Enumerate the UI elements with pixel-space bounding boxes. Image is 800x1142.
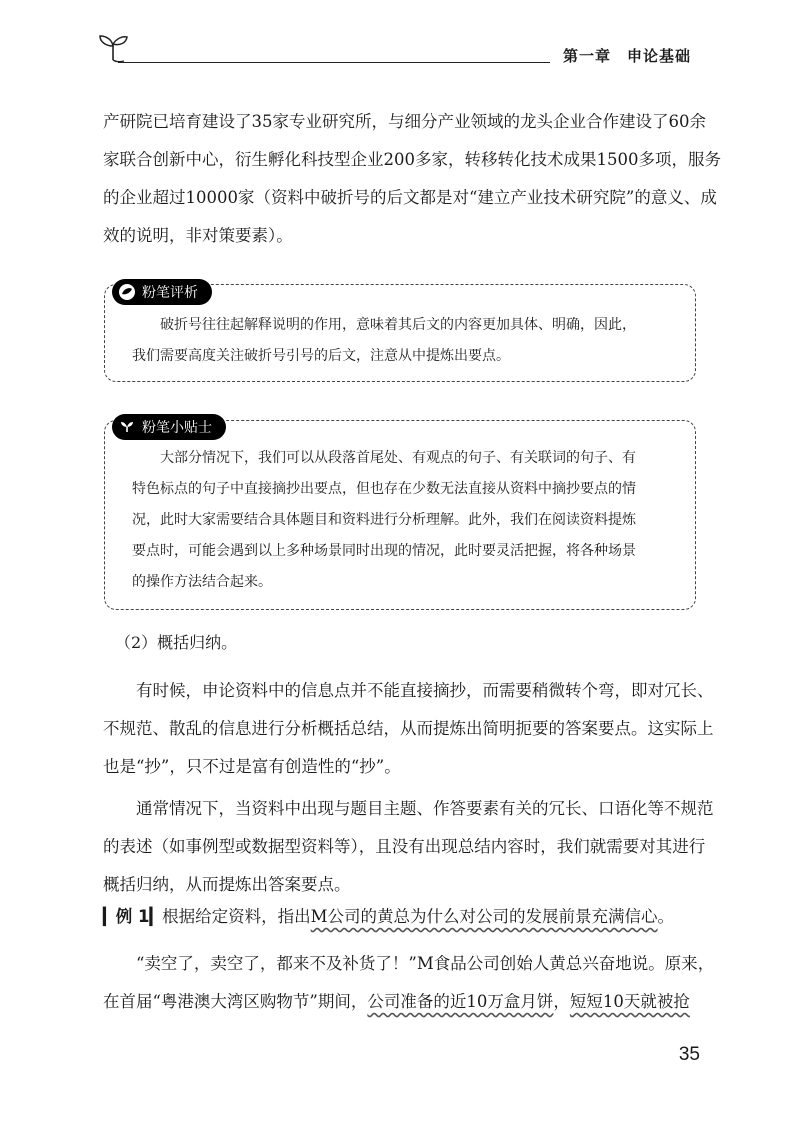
sprout-badge-icon: [118, 418, 136, 436]
analysis-label: [112, 279, 212, 305]
intro-paragraph: [103, 103, 721, 255]
story-prefix: 在首届“粤港澳大湾区购物节”期间，: [103, 992, 368, 1011]
example-underlined: M公司的黄总为什么对公司的发展前景充满信心: [310, 907, 658, 926]
example-question: [103, 903, 674, 927]
example-suffix: 。: [657, 907, 675, 926]
text-line: 也是“抄”，只不过是富有创造性的“抄”。: [103, 757, 401, 776]
example-prefix: 根据给定资料，指出: [162, 907, 311, 926]
body-paragraph-1: [103, 672, 714, 786]
section-label: 申论基础: [627, 47, 692, 65]
story-underlined-2: 短短10天就被抢: [569, 992, 690, 1011]
text-line: [103, 983, 714, 1021]
text-line: 产研院已培育建设了35家专业研究所，与细分产业领域的龙头企业合作建设了60余: [103, 112, 706, 131]
chapter-label: 第一章: [563, 47, 612, 65]
text-line: “卖空了，卖空了，都来不及补货了！”M食品公司创始人黄总兴奋地说。原来，: [103, 954, 715, 973]
text-line: 大部分情况下，我们可以从段落首尾处、有观点的句子、有关联词的句子、有: [132, 450, 636, 466]
analysis-content: [132, 310, 636, 372]
tips-content: [132, 443, 636, 598]
sprout-logo-icon: [96, 30, 130, 64]
example-tag-bracket: ▎: [149, 907, 163, 926]
running-header: [563, 45, 713, 66]
text-line: 我们需要高度关注破折号引号的后文，注意从中提炼出要点。: [132, 348, 510, 364]
text-line: 要点时，可能会遇到以上多种场景同时出现的情况，此时要灵活把握，将各种场景: [132, 543, 636, 559]
text-line: 通常情况下，当资料中出现与题目主题、作答要素有关的冗长、口语化等不规范: [103, 799, 714, 818]
text-line: 的操作方法结合起来。: [132, 574, 272, 590]
header-rule: [118, 62, 550, 63]
tips-label: [112, 414, 226, 440]
story-underlined-1: 公司准备的近10万盒月饼: [367, 992, 554, 1011]
example-tag-bracket: ▎: [103, 907, 116, 926]
subheading: （2）概括归纳。: [115, 633, 238, 652]
text-line: 家联合创新中心，衍生孵化科技型企业200多家，转移转化技术成果1500多项，服务: [103, 150, 721, 169]
text-line: 破折号往往起解释说明的作用，意味着其后文的内容更加具体、明确，因此，: [132, 317, 636, 333]
analysis-label-text: 粉笔评析: [142, 285, 198, 301]
body-paragraph-2: [103, 790, 714, 904]
text-line: 概括归纳，从而提炼出答案要点。: [103, 875, 351, 894]
story-mid: ，: [553, 992, 570, 1011]
page-number: 35: [678, 1044, 700, 1065]
text-line: 的企业超过10000家（资料中破折号的后文都是对“建立产业技术研究院”的意义、成: [103, 188, 717, 207]
text-line: 效的说明，非对策要素）。: [103, 226, 293, 245]
leaf-badge-icon: [118, 283, 136, 301]
text-line: 特色标点的句子中直接摘抄出要点，但也存在少数无法直接从资料中摘抄要点的情: [132, 481, 636, 497]
text-line: 况，此时大家需要结合具体题目和资料进行分析理解。此外，我们在阅读资料提炼: [132, 512, 636, 528]
text-line: 不规范、散乱的信息进行分析概括总结，从而提炼出简明扼要的答案要点。这实际上: [103, 719, 714, 738]
example-tag: 例 1: [115, 907, 150, 926]
tips-label-text: 粉笔小贴士: [142, 420, 212, 436]
text-line: 有时候，申论资料中的信息点并不能直接摘抄，而需要稍微转个弯，即对冗长、: [103, 681, 714, 700]
story-paragraph: [103, 945, 714, 1021]
text-line: 的表述（如事例型或数据型资料等），且没有出现总结内容时，我们就需要对其进行: [103, 837, 706, 856]
